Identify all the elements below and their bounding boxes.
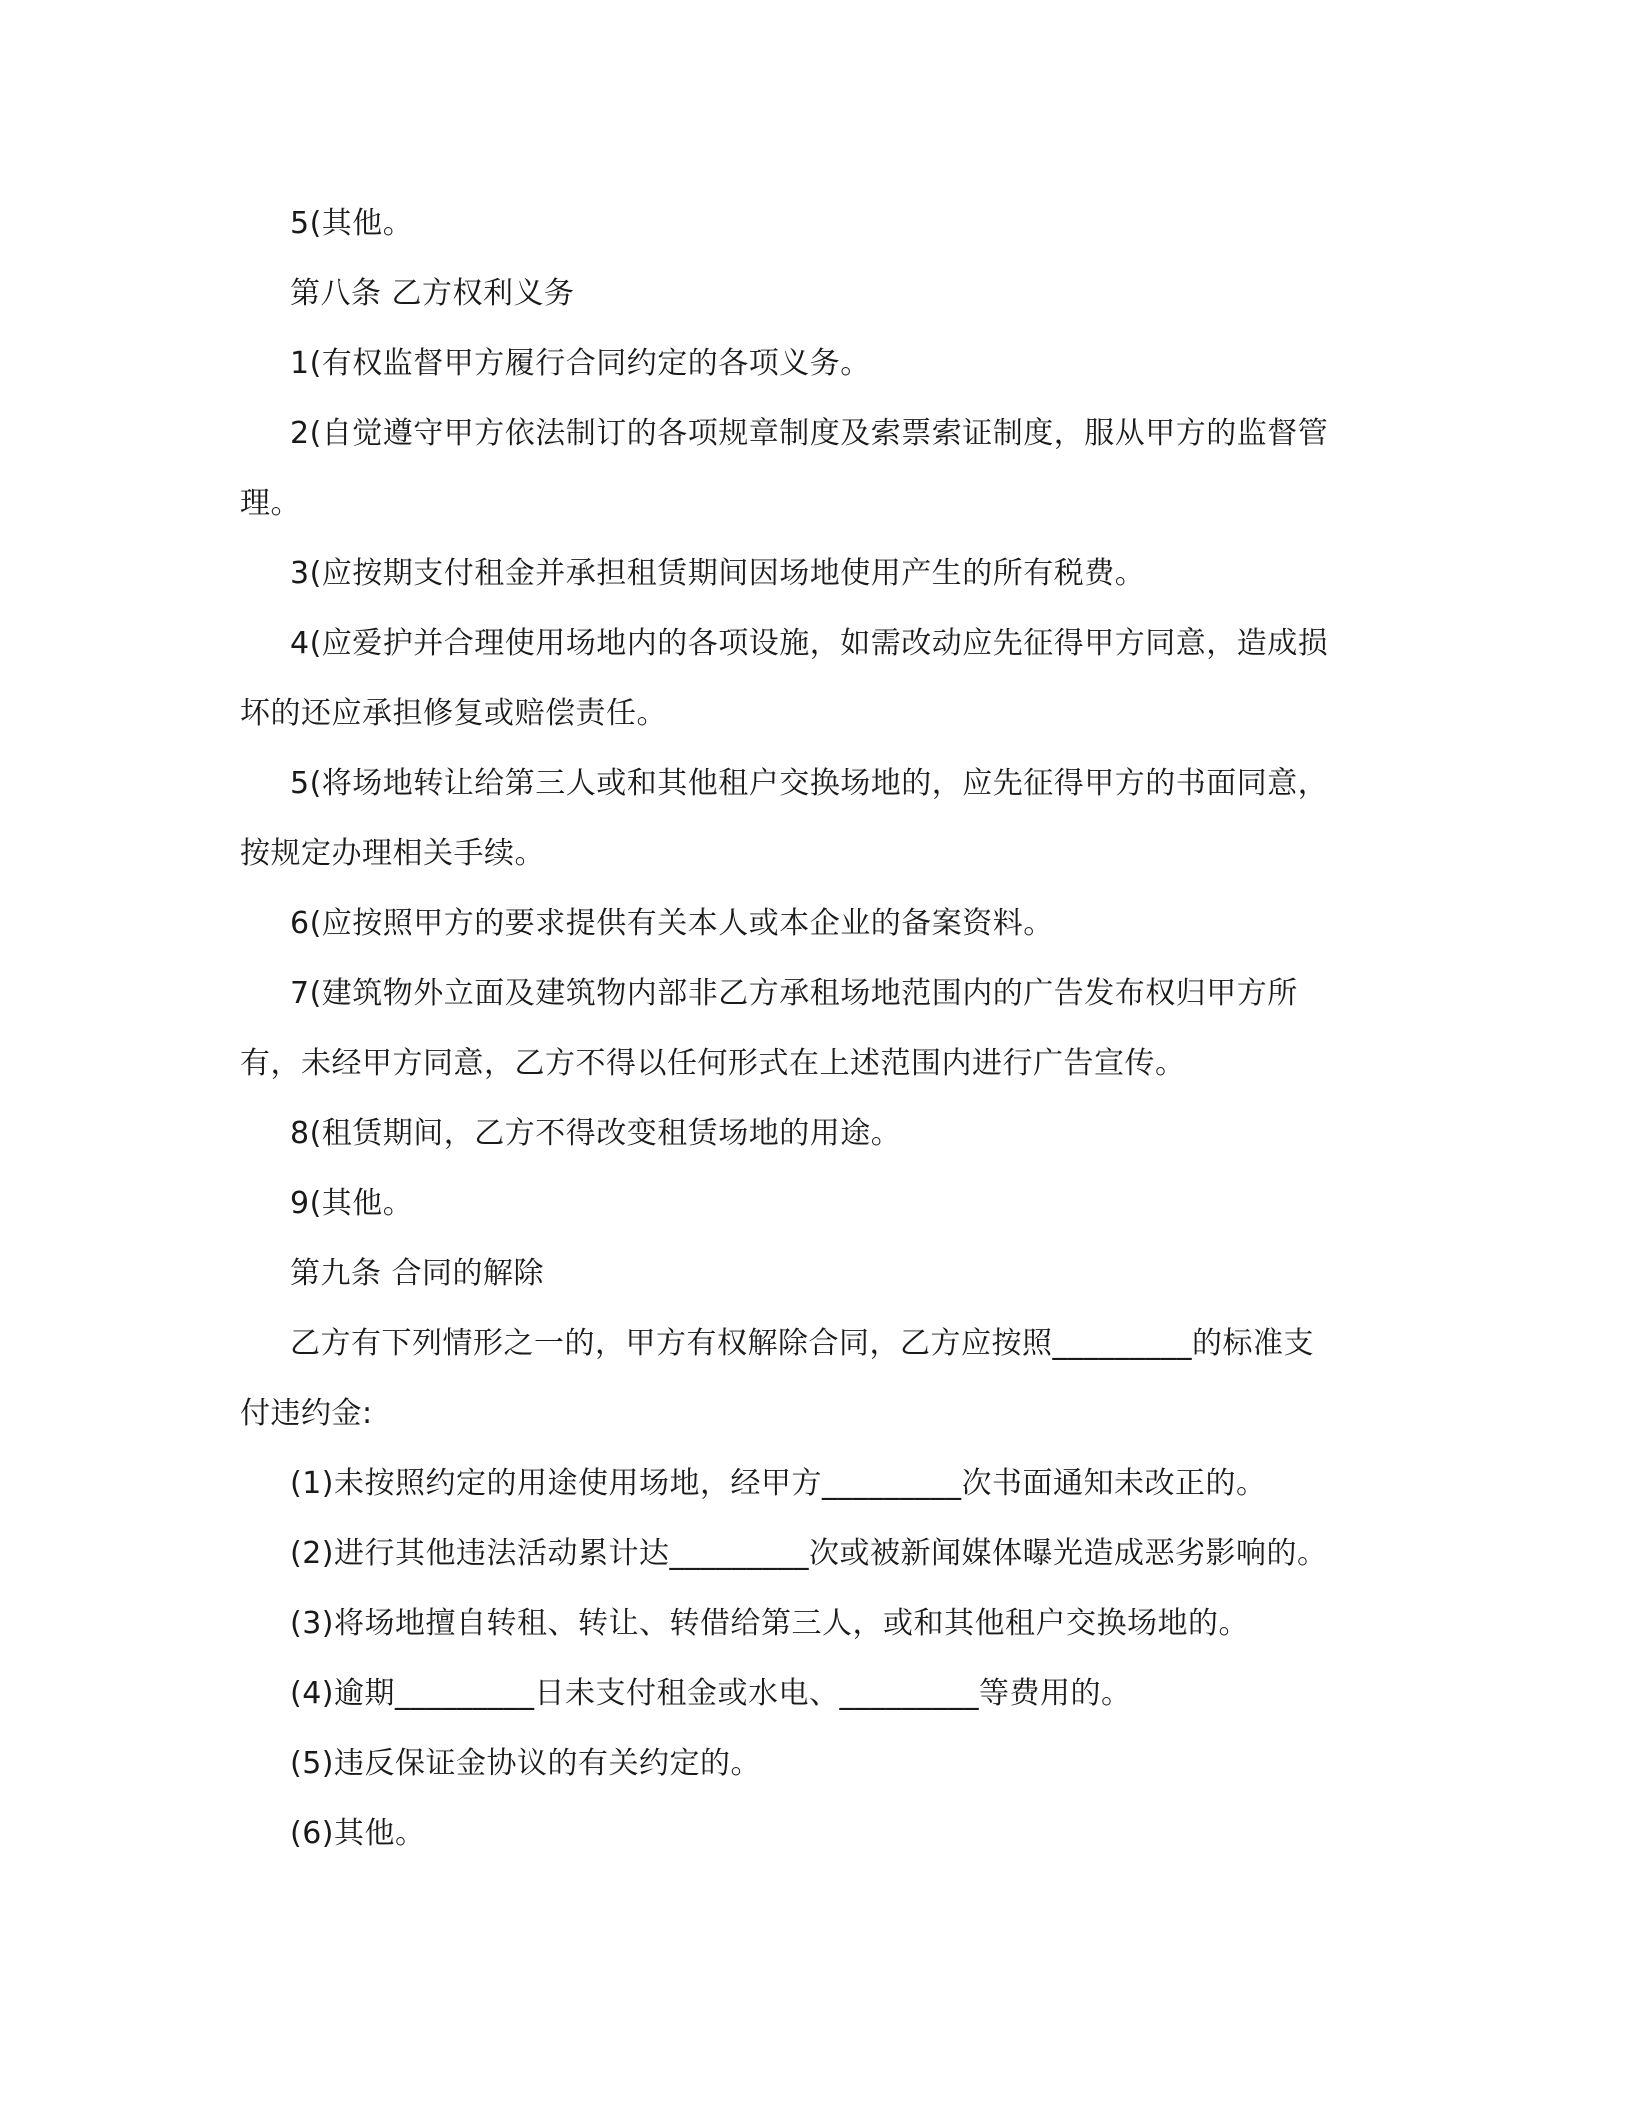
article-8-heading: 第八条 乙方权利义务	[290, 276, 575, 311]
article-9-intro-cont: 付违约金:	[240, 1396, 373, 1431]
article-8-item-3: 3(应按期支付租金并承担租赁期间因场地使用产生的所有税费。	[290, 556, 1146, 591]
item-5-other: 5(其他。	[290, 206, 414, 241]
article-9-item-6: (6)其他。	[290, 1816, 426, 1851]
article-8-item-4: 4(应爱护并合理使用场地内的各项设施，如需改动应先征得甲方同意，造成损	[290, 626, 1329, 661]
article-9-heading: 第九条 合同的解除	[290, 1256, 545, 1291]
article-9-item-5: (5)违反保证金协议的有关约定的。	[290, 1746, 761, 1781]
article-9-item-2: (2)进行其他违法活动累计达_________次或被新闻媒体曝光造成恶劣影响的。	[290, 1536, 1328, 1571]
article-8-item-9: 9(其他。	[290, 1186, 414, 1221]
article-8-item-1: 1(有权监督甲方履行合同约定的各项义务。	[290, 346, 871, 381]
article-8-item-5: 5(将场地转让给第三人或和其他租户交换场地的，应先征得甲方的书面同意，	[290, 766, 1329, 801]
article-9-intro: 乙方有下列情形之一的，甲方有权解除合同，乙方应按照_________的标准支	[290, 1326, 1314, 1361]
article-8-item-8: 8(租赁期间，乙方不得改变租赁场地的用途。	[290, 1116, 902, 1151]
article-8-item-2-cont: 理。	[240, 486, 301, 521]
article-9-item-1: (1)未按照约定的用途使用场地，经甲方_________次书面通知未改正的。	[290, 1466, 1267, 1501]
article-8-item-7-cont: 有，未经甲方同意，乙方不得以任何形式在上述范围内进行广告宣传。	[240, 1046, 1186, 1081]
article-9-item-3: (3)将场地擅自转租、转让、转借给第三人，或和其他租户交换场地的。	[290, 1606, 1249, 1641]
article-9-item-4: (4)逾期_________日未支付租金或水电、_________等费用的。	[290, 1676, 1132, 1711]
article-8-item-4-cont: 坏的还应承担修复或赔偿责任。	[240, 696, 667, 731]
article-8-item-7: 7(建筑物外立面及建筑物内部非乙方承租场地范围内的广告发布权归甲方所	[290, 976, 1298, 1011]
article-8-item-5-cont: 按规定办理相关手续。	[240, 836, 545, 871]
article-8-item-6: 6(应按照甲方的要求提供有关本人或本企业的备案资料。	[290, 906, 1054, 941]
article-8-item-2: 2(自觉遵守甲方依法制订的各项规章制度及索票索证制度，服从甲方的监督管	[290, 416, 1329, 451]
